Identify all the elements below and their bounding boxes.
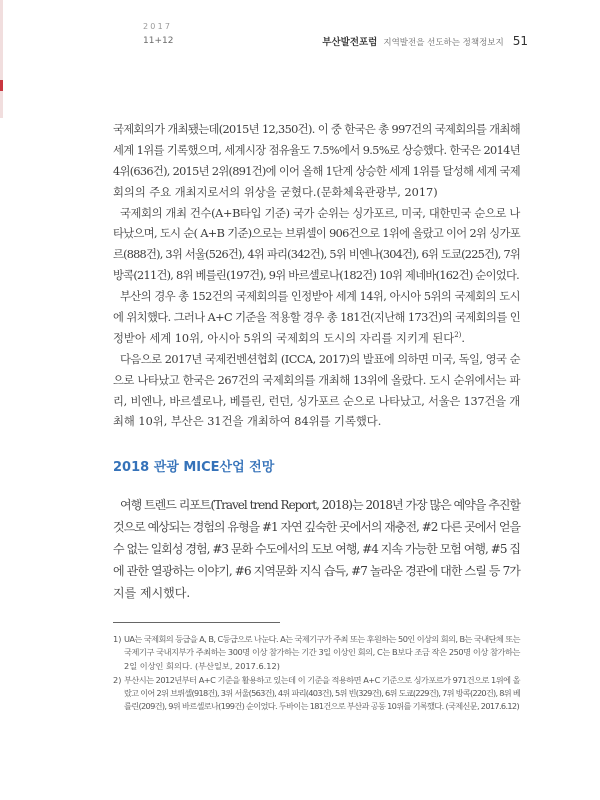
- footnote-line: 국제기구 국내지부가 주최하는 300명 이상 참가하는 기간 3일 이상인 회의, C는 B보다 조금 작은 250명 이상 참가하는: [124, 647, 520, 658]
- body-line: 4위(636건), 2015년 2위(891건)에 이어 올해 1단계 상승한 세계 1위를 달성해 세계 국제: [113, 164, 520, 178]
- body-line: 세계 1위를 기록했으며, 세계시장 점유율도 7.5%에서 9.5%로 상승했다. 한국은 2014년: [113, 143, 520, 157]
- running-header: [322, 34, 528, 50]
- body-line: 다음으로 2017년 국제컨벤션협회 (ICCA, 2017)의 발표에 의하면 미국, 독일, 영국 순: [120, 352, 520, 366]
- body-line: 수 없는 일회성 경험, #3 문화 수도에서의 도보 여행, #4 지속 가능한 모험 여행, #5 집: [113, 542, 520, 556]
- body-line: [113, 329, 520, 350]
- footnote-line: 2일 이상인 회의다. (부산일보, 2017.6.12): [124, 660, 280, 671]
- body-line: 르(888건), 3위 서울(526건), 4위 파리(342건), 5위 비엔나(304건), 6위 도쿄(225건), 7위: [113, 248, 520, 262]
- footnote-1: [113, 633, 520, 673]
- body-line: 최해 10위, 부산은 31건을 개최하여 84위를 기록했다.: [113, 415, 382, 429]
- paragraph-2: [113, 204, 520, 288]
- line-end: .: [461, 331, 465, 345]
- header-year: 2017: [143, 22, 173, 31]
- body-line: 부산의 경우 총 152건의 국제회의를 인정받아 세계 14위, 아시아 5위의 국제회의 도시: [120, 290, 520, 304]
- line-text: 정받아 세계 10위, 아시아 5위의 국제회의 도시의 자리를 지키게 된다: [113, 331, 455, 345]
- footnote-reference: 2): [454, 331, 462, 340]
- footnote-label: 2): [113, 674, 122, 685]
- page-number: 51: [512, 34, 528, 48]
- body-line: 것으로 예상되는 경험의 유형을 #1 자연 깊숙한 곳에서의 재충전, #2 다른 곳에서 얻을: [113, 520, 520, 534]
- body-line: 국제회의가 개최됐는데(2015년 12,350건). 이 중 한국은 총 997건의 국제회의를 개최해: [113, 123, 520, 136]
- body-line: 리, 비엔나, 바르셀로나, 베를린, 런던, 싱가포르 순으로 나타났고, 서울은 137건을 개: [113, 394, 520, 408]
- footnote-separator: [113, 622, 280, 623]
- footnote-line: 랐고 이어 2위 브뤼셀(918건), 3위 서울(563건), 4위 파리(403건), 5위 빈(329건), 6위 도쿄(229건), 7위 방콕(220건), 8위 베: [124, 688, 520, 699]
- header-issue: 11+12: [143, 36, 174, 46]
- paragraph-3: [113, 287, 520, 350]
- body-line: 으로 나타났고 한국은 267건의 국제회의를 개최해 13위에 올랐다. 도시 순위에서는 파: [113, 373, 520, 387]
- footnote-line: 를린(209건), 9위 바르셀로나(199건) 순이었다. 두바이는 181건으로 부산과 공동 10위를 기록했다. (국제신문, 2017.6.12): [124, 701, 519, 712]
- body-line: 타났으며, 도시 순( A+B 기준)으로는 브뤼셀이 906건으로 1위에 올랐고 이어 2위 싱가포: [113, 227, 520, 241]
- body-text: [113, 120, 520, 433]
- paragraph-4: [113, 350, 520, 434]
- page-edge-marker: [0, 80, 3, 91]
- section-paragraph: [113, 494, 520, 604]
- body-line: 방콕(211건), 8위 베를린(197건), 9위 바르셀로나(182건) 10위 제네바(162건) 순이었다.: [113, 269, 519, 283]
- body-line: 지를 제시했다.: [113, 586, 191, 600]
- footnotes: [113, 633, 520, 715]
- body-line: 에 위치했다. 그러나 A+C 기준을 적용할 경우 총 181건(지난해 173건)의 국제회의를 인: [113, 311, 520, 325]
- body-line: 국제회의 개최 건수(A+B타입 기준) 국가 순위는 싱가포르, 미국, 대한민국 순으로 나: [120, 206, 520, 220]
- body-line: 여행 트렌드 리포트(Travel trend Report, 2018)는 2018년 가장 많은 예약을 추진할: [120, 498, 520, 512]
- footnote-label: 1): [113, 634, 122, 644]
- footnote-2: [113, 674, 520, 714]
- magazine-title: 부산발전포럼: [322, 37, 378, 48]
- footnote-line: UA는 국제회의 등급을 A, B, C등급으로 나눈다. A는 국제기구가 주최 또는 후원하는 50인 이상의 회의, B는 국내단체 또는: [124, 634, 520, 644]
- page-edge-tab: [0, 0, 3, 118]
- section-heading: 2018 관광 MICE산업 전망: [113, 460, 275, 475]
- body-line: 에 관한 열광하는 이야기, #6 지역문화 지식 습득, #7 놀라운 경관에 대한 스릴 등 7가: [113, 564, 520, 578]
- footnote-line: 부산시는 2012년부터 A+C 기준을 활용하고 있는데 이 기준을 적용하면 A+C 기준으로 싱가포르가 971건으로 1위에 올: [124, 674, 520, 685]
- magazine-tagline: 지역발전을 선도하는 정책정보지: [383, 38, 504, 48]
- body-line: 회의의 주요 개최지로서의 위상을 굳혔다.(문화체육관광부, 2017): [113, 185, 438, 199]
- paragraph-1: [113, 120, 520, 204]
